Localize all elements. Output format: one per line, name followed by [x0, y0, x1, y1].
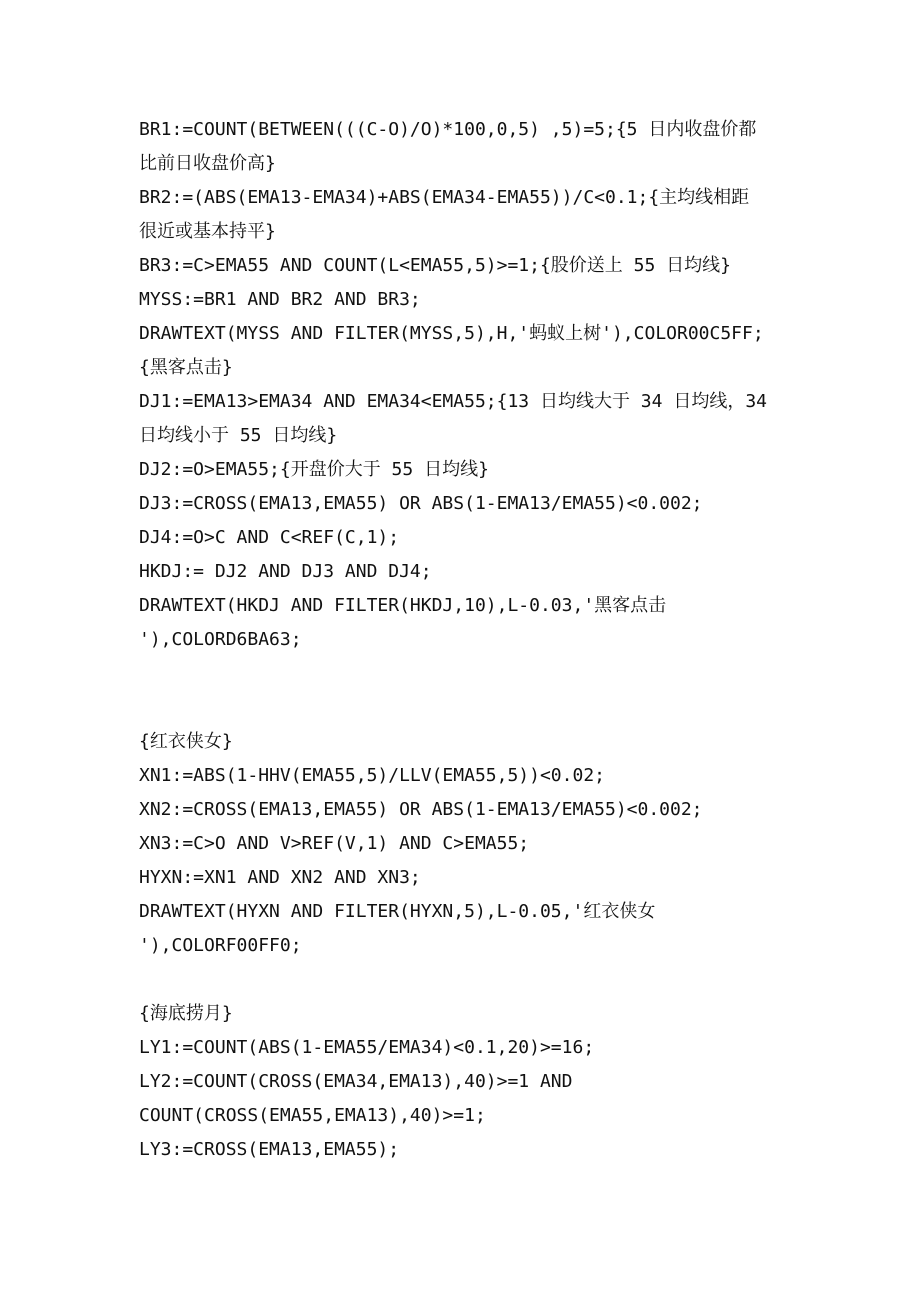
code-line-ly2: LY2:=COUNT(CROSS(EMA34,EMA13),40)>=1 AND	[139, 1071, 573, 1092]
comment-line-dj1-cont: 日均线小于 55 日均线}	[139, 425, 338, 446]
code-line-br3: BR3:=C>EMA55 AND COUNT(L<EMA55,5)>=1;{股价送上 55 日均线}	[139, 255, 731, 276]
code-line-drawtext-hkdj: DRAWTEXT(HKDJ AND FILTER(HKDJ,10),L-0.03,'黑客点击	[139, 595, 667, 616]
code-line-myss: MYSS:=BR1 AND BR2 AND BR3;	[139, 289, 421, 310]
code-line-dj1: DJ1:=EMA13>EMA34 AND EMA34<EMA55;{13 日均线大于 34 日均线，34	[139, 391, 767, 412]
code-line-ly2-cont: COUNT(CROSS(EMA55,EMA13),40)>=1;	[139, 1105, 486, 1126]
section-heading-hkdj: {黑客点击}	[139, 357, 233, 378]
code-line-xn2: XN2:=CROSS(EMA13,EMA55) OR ABS(1-EMA13/EMA55)<0.002;	[139, 799, 703, 820]
code-line-xn1: XN1:=ABS(1-HHV(EMA55,5)/LLV(EMA55,5))<0.02;	[139, 765, 605, 786]
code-line-hyxn: HYXN:=XN1 AND XN2 AND XN3;	[139, 867, 421, 888]
comment-line-br2-cont: 很近或基本持平}	[139, 221, 276, 242]
section-heading-hdly: {海底捞月}	[139, 1003, 233, 1024]
code-line-drawtext-hkdj-cont: '),COLORD6BA63;	[139, 629, 302, 650]
comment-line-br1-cont: 比前日收盘价高}	[139, 153, 276, 174]
code-line-dj2: DJ2:=O>EMA55;{开盘价大于 55 日均线}	[139, 459, 489, 480]
code-line-br1: BR1:=COUNT(BETWEEN(((C-O)/O)*100,0,5) ,5)=5;{5 日内收盘价都	[139, 119, 757, 140]
code-line-drawtext-hyxn: DRAWTEXT(HYXN AND FILTER(HYXN,5),L-0.05,'红衣侠女	[139, 901, 656, 922]
code-line-ly1: LY1:=COUNT(ABS(1-EMA55/EMA34)<0.1,20)>=16;	[139, 1037, 595, 1058]
code-line-drawtext-myss: DRAWTEXT(MYSS AND FILTER(MYSS,5),H,'蚂蚁上树'),COLOR00C5FF;	[139, 323, 764, 344]
code-line-hkdj: HKDJ:= DJ2 AND DJ3 AND DJ4;	[139, 561, 432, 582]
code-line-ly3: LY3:=CROSS(EMA13,EMA55);	[139, 1139, 400, 1160]
section-heading-hyxn: {红衣侠女}	[139, 731, 233, 752]
code-line-dj3: DJ3:=CROSS(EMA13,EMA55) OR ABS(1-EMA13/EMA55)<0.002;	[139, 493, 703, 514]
code-line-xn3: XN3:=C>O AND V>REF(V,1) AND C>EMA55;	[139, 833, 530, 854]
code-line-dj4: DJ4:=O>C AND C<REF(C,1);	[139, 527, 400, 548]
code-line-br2: BR2:=(ABS(EMA13-EMA34)+ABS(EMA34-EMA55))/C<0.1;{主均线相距	[139, 187, 750, 208]
code-line-drawtext-hyxn-cont: '),COLORF00FF0;	[139, 935, 302, 956]
